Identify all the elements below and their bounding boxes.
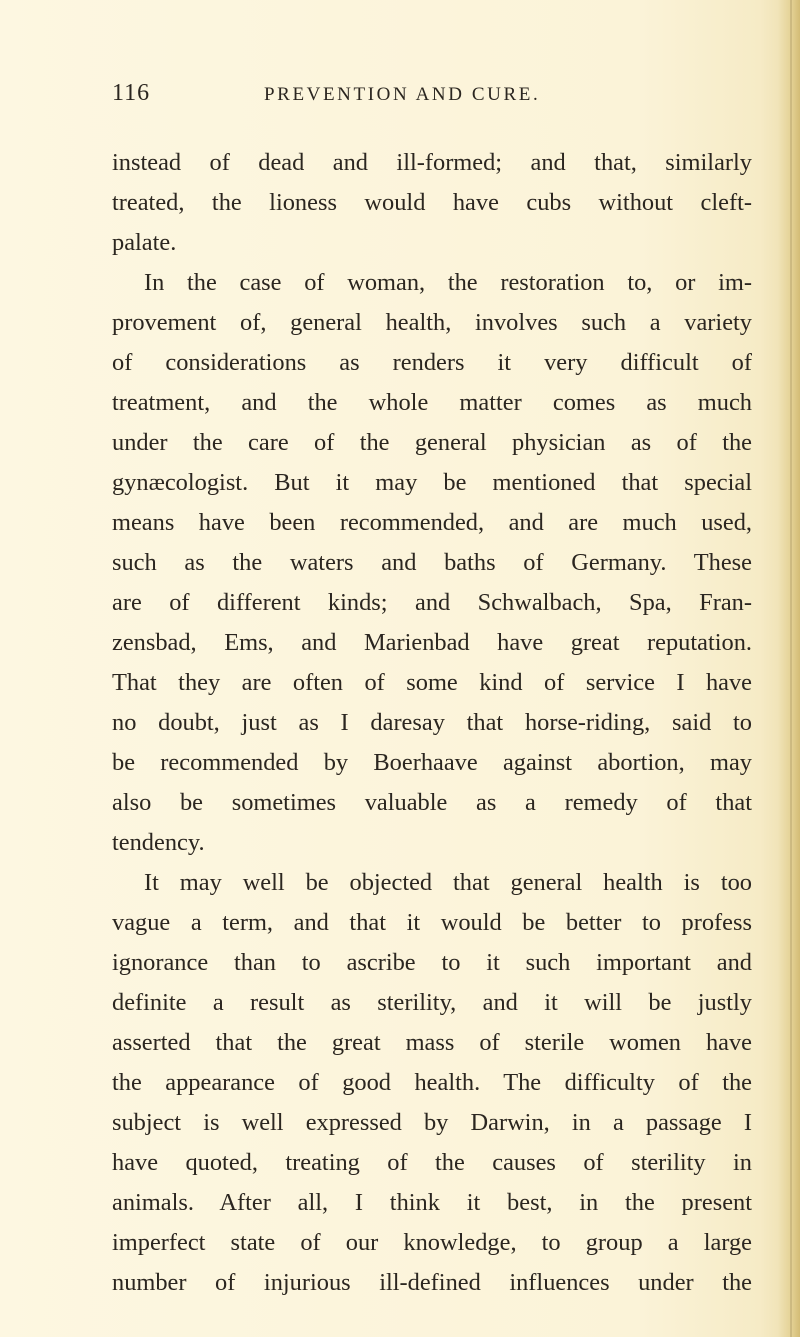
running-title: PREVENTION AND CURE. [264, 84, 541, 105]
text-line: vague a term, and that it would be better to profess [112, 909, 752, 936]
text-line: also be sometimes valuable as a remedy of that [112, 789, 752, 816]
text-line: such as the waters and baths of Germany. These [112, 549, 752, 576]
text-line: palate. [112, 229, 177, 256]
text-line: treated, the lioness would have cubs without cleft- [112, 189, 752, 216]
text-line: means have been recommended, and are much used, [112, 509, 752, 536]
text-line: tendency. [112, 829, 205, 856]
text-line: number of injurious ill-defined influences under the [112, 1269, 752, 1296]
text-line: treatment, and the whole matter comes as much [112, 389, 752, 416]
page-edge-line [790, 0, 792, 1337]
text-line: be recommended by Boerhaave against abortion, may [112, 749, 752, 776]
text-line: definite a result as sterility, and it will be justly [112, 989, 752, 1016]
text-line: no doubt, just as I daresay that horse-riding, said to [112, 709, 752, 736]
body-text [112, 143, 752, 1303]
text-line: It may well be objected that general health is too [144, 869, 752, 896]
text-line: gynæcologist. But it may be mentioned that special [112, 469, 752, 496]
text-line: That they are often of some kind of service I have [112, 669, 752, 696]
text-line: imperfect state of our knowledge, to group a large [112, 1229, 752, 1256]
text-line: animals. After all, I think it best, in the present [112, 1189, 752, 1216]
text-line: provement of, general health, involves such a variety [112, 309, 752, 336]
page-edge-shadow [778, 0, 800, 1337]
text-line: asserted that the great mass of sterile women have [112, 1029, 752, 1056]
text-line: the appearance of good health. The difficulty of the [112, 1069, 752, 1096]
text-line: are of different kinds; and Schwalbach, Spa, Fran- [112, 589, 752, 616]
text-line: have quoted, treating of the causes of sterility in [112, 1149, 752, 1176]
text-line: under the care of the general physician as of the [112, 429, 752, 456]
text-line: of considerations as renders it very difficult of [112, 349, 752, 376]
text-line: In the case of woman, the restoration to, or im- [144, 269, 752, 296]
text-line: ignorance than to ascribe to it such important and [112, 949, 752, 976]
text-line: subject is well expressed by Darwin, in a passage I [112, 1109, 752, 1136]
text-line: instead of dead and ill-formed; and that, similarly [112, 149, 752, 176]
page-number: 116 [112, 80, 151, 106]
text-line: zensbad, Ems, and Marienbad have great reputation. [112, 629, 752, 656]
page-header [112, 80, 752, 116]
